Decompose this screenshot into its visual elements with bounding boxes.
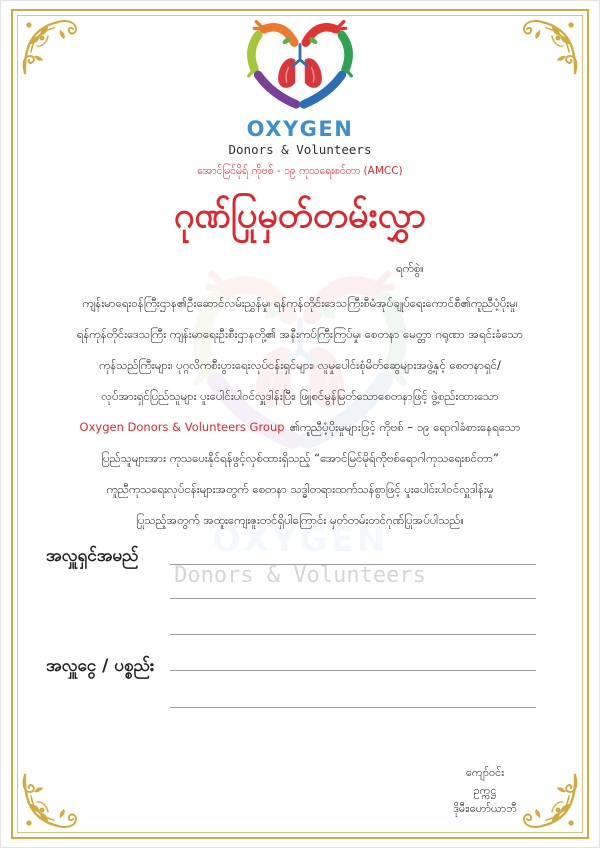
body-line bbox=[36, 412, 564, 443]
certificate-title: ဂုဏ်ပြုမှတ်တမ်းလွှာ bbox=[173, 195, 427, 236]
signatory-name: ကျော်ဝင်း bbox=[465, 766, 505, 779]
body-line: ကုန်သည်ကြီးများ၊ ပုဂ္ဂလိကစီးပွားရေးလုပ်ငန်းရှင်များ၊ လူမှုပေါင်းစုံမိတ်ဆွေများအဖွဲ့နှင့် စေတနာရှင်/ bbox=[99, 358, 501, 372]
signature-block bbox=[428, 764, 542, 818]
corner-ornament-bottom-left-icon bbox=[20, 772, 80, 832]
field-line bbox=[170, 564, 536, 565]
watermark-tagline: Donors & Volunteers bbox=[174, 563, 426, 588]
signatory-line-3: ဒိုမီး၊ဟော်ယာဘီ bbox=[453, 802, 517, 815]
brand-tagline: Donors & Volunteers bbox=[228, 142, 372, 157]
corner-ornament-top-right-icon bbox=[520, 16, 580, 76]
date-label: ရက်စွဲ။ bbox=[396, 261, 424, 275]
body-line: လုပ်အားရှင်ပြည်သူများ ပူးပေါင်းပါဝင်လှူဒါန်းပြီး၊ ဖြူစင်မွန်မြတ်သောစေတနာဖြင့် ဖွဲ့စည်းထားသော bbox=[101, 389, 499, 403]
body-text bbox=[36, 288, 564, 536]
heart-of-hands-logo-icon bbox=[243, 16, 357, 111]
field-label-donor-name: အလှူရှင်အမည် bbox=[46, 546, 139, 566]
watermark-brand-name: OXYGEN bbox=[211, 520, 389, 560]
body-line: ရန်ကုန်တိုင်းဒေသကြီး ကျန်းမာရေးဦးစီးဌာနတို့၏ အနီးကပ်ကြီးကြပ်မှု၊ စေတနာ မေတ္တာ ဂရုဏာ အရင်းခံသော bbox=[76, 327, 524, 341]
field-line bbox=[170, 598, 536, 599]
organization-name: အောင်မြင်မိုရ် ကိုဗစ် - ၁၉ ကုသရေးစင်တာ (AMCC) bbox=[197, 165, 403, 177]
body-line: ပြည်သူများအား ကုသပေးနိုင်ရန်ဖွင့်လှစ်ထားရှိသည့် “အောင်မြင်မိုရ်ကိုဗစ်ရောဂါကုသရေးစင်တာ” bbox=[101, 451, 499, 465]
body-line: ကူညီကုသရေးလုပ်ငန်းများအတွက် စေတနာ သဒ္ဓါတရားထက်သန်စွာဖြင့် ပူးပေါင်းပါဝင်လှူဒါန်းမှု bbox=[106, 482, 494, 496]
field-line bbox=[170, 707, 536, 708]
field-line bbox=[170, 634, 536, 635]
body-line-highlight: Oxygen Donors & Volunteers Group bbox=[79, 420, 285, 434]
body-line-text: ၏ကူညီပံ့ပိုးမှုများဖြင့် ကိုဗစ် – ၁၉ ရောဂါခံစားနေရသော bbox=[289, 420, 521, 434]
body-line: ကျန်းမာရေးဝန်ကြီးဌာန၏ဦးဆောင်လမ်းညွှန်မှု၊ ရန်ကုန်တိုင်းဒေသကြီးစီမံအုပ်ချုပ်ရေးကောင်စီ၏ကူညီပံ့ပိုးမှု၊ bbox=[82, 296, 518, 310]
field-label-donation: အလှူငွေ / ပစ္စည်း bbox=[46, 656, 155, 676]
signatory-title: ဥက္ကဋ္ဌ bbox=[473, 784, 497, 797]
body-line: ပြုသည့်အတွက် အထူးကျေးဇူးတင်ရှိပါကြောင်း မှတ်တမ်းတင်ဂုဏ်ပြုအပ်ပါသည်။ bbox=[135, 513, 465, 527]
brand-name: OXYGEN bbox=[246, 117, 354, 141]
field-line bbox=[170, 670, 536, 671]
corner-ornament-top-left-icon bbox=[20, 16, 80, 76]
